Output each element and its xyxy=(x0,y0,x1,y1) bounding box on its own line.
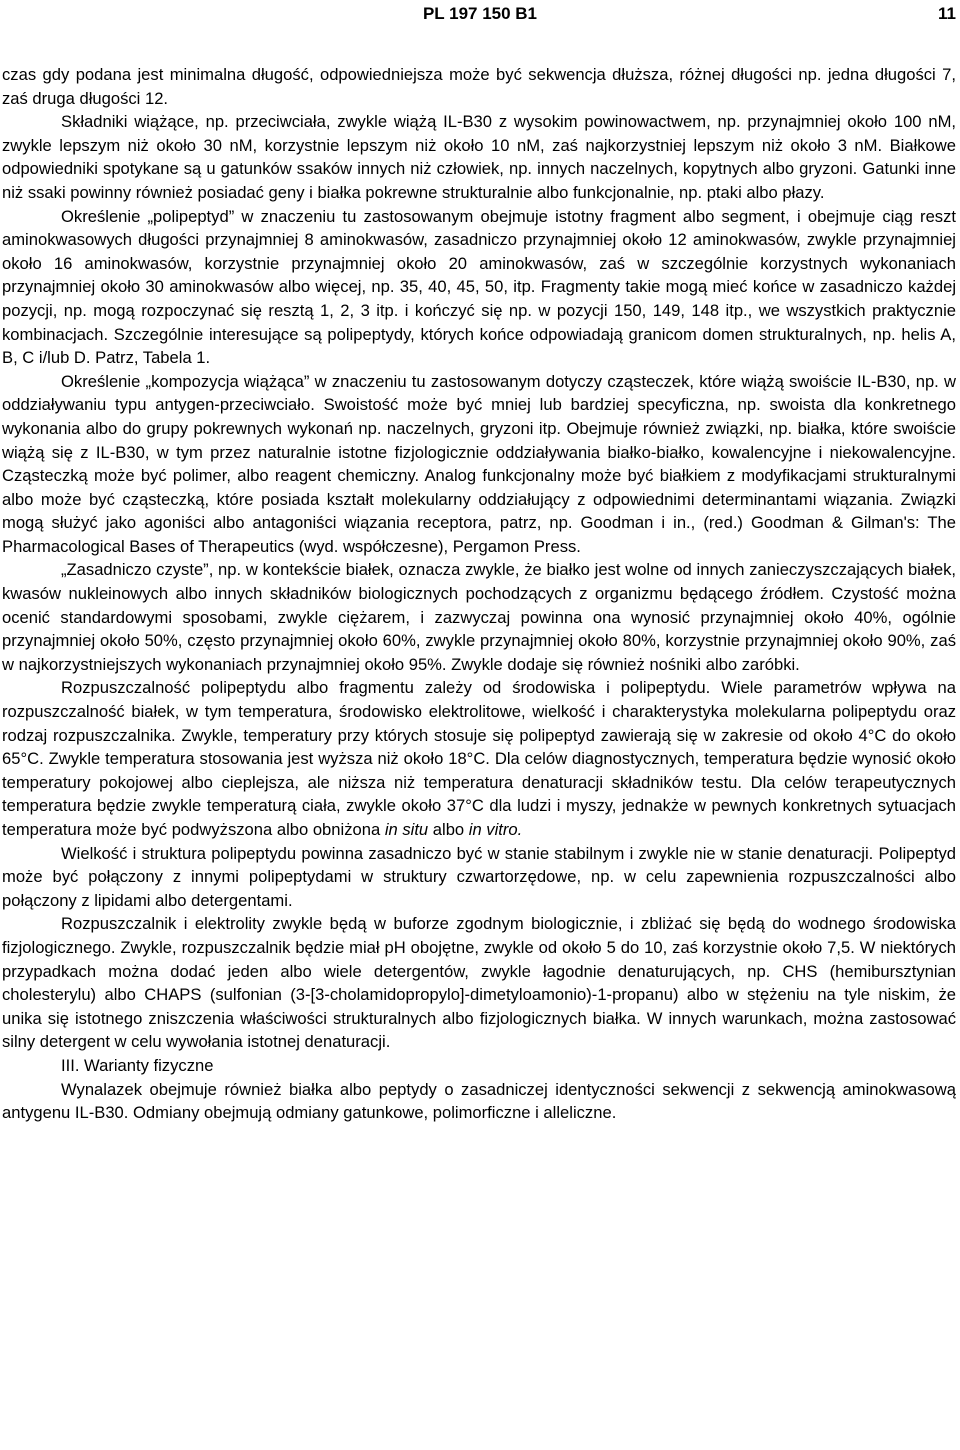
paragraph-rozpuszczalnosc-text: Rozpuszczalność polipeptydu albo fragmentu zależy od środowiska i polipeptydu. Wiele parametrów wpływa na rozpuszczalność białek, w tym temperatura, środowisko elektrolitowe, wielkość i charakterystyka molekularna polipeptydu oraz rodzaj rozpuszczalnika. Zwykle, temperatury przy których stosuje się polipeptyd zawierają się w zakresie od około 4°C do około 65°C. Zwykle temperatura stosowania jest wyższa niż około 18°C. Dla celów diagnostycznych, temperatura będzie wynosić około temperatury pokojowej albo cieplejsza, ale niższa niż temperatura denaturacji składników testu. Dla celów terapeutycznych temperatura będzie zwykle temperaturą ciała, zwykle około 37°C dla ludzi i myszy, jednakże w pewnych konkretnych sytuacjach temperatura może być podwyższona albo obniżona xyxy=(2,678,956,839)
connector-albo: albo xyxy=(428,820,469,839)
paragraph-zasadniczo-czyste: „Zasadniczo czyste”, np. w kontekście białek, oznacza zwykle, że białko jest wolne od innych zanieczyszczających białek, kwasów nukleinowych albo innych składników biologicznych pochodzących z organizmu będącego źródłem. Czystość można ocenić standardowymi sposobami, zwykle ciężarem, i zazwyczaj powinna ona wynosić przynajmniej około 40%, ogólnie przynajmniej około 50%, często przynajmniej około 60%, zwykle przynajmniej około 80%, korzystnie przynajmniej około 90%, zaś w najkorzystniejszych wykonaniach przynajmniej około 95%. Zwykle dodaje się również nośniki albo zaróbki. xyxy=(2,560,956,674)
italic-in-situ: in situ xyxy=(384,820,429,839)
paragraph-polipeptyd: Określenie „polipeptyd” w znaczeniu tu zastosowanym obejmuje istotny fragment albo segment, i obejmuje ciąg reszt aminokwasowych długości przynajmniej 8 aminokwasów, zasadniczo przynajmniej około 12 aminokwasów, zwykle przynajmniej około 16 aminokwasów, korzystnie przynajmniej około 20 aminokwasów, zaś w szczególnie korzystnych wykonaniach przynajmniej około 30 aminokwasów albo więcej, np. 35, 40, 45, 50, itp. Fragmenty takie mogą mieć końce w zasadniczo każdej pozycji, np. mogą rozpoczynać się resztą 1, 2, 3 itp. i kończyć się np. w pozycji 150, 149, 148 itp., we wszystkich praktycznie kombinacjach. Szczególnie interesujące są polipeptydy, których końce odpowiadają granicom domen strukturalnych, np. helis A, B, C i/lub D. Patrz, Tabela 1. xyxy=(2,206,956,368)
paragraph-rozpuszczalnik: Rozpuszczalnik i elektrolity zwykle będą w buforze zgodnym biologicznie, i zbliżać się będą do wodnego środowiska fizjologicznego. Zwykle, rozpuszczalnik będzie miał pH obojętne, zwykle od około 5 do 10, zaś korzystnie około 7,5. W niektórych przypadkach można dodać jeden albo wiele detergentów, zwykle łagodnie denaturujących, np. CHS (hemibursztynian cholesterylu) albo CHAPS (sulfonian (3-[3-cholamidopropylo]-dimetyloamonio)-1-propanu) albo w stężeniu na tyle niskim, że unika się istotnego zniszczenia właściwości strukturalnych albo fizjologicznych białka. W innych warunkach, można zastosować silny detergent w celu wywołania istotnej denaturacji. xyxy=(2,914,956,1052)
paragraph-1: czas gdy podana jest minimalna długość, odpowiedniejsza może być sekwencja dłuższa, różnej długości np. jedna długości 7, zaś druga długości 12. xyxy=(2,65,956,108)
section-heading: III. Warianty fizyczne xyxy=(61,1055,214,1075)
document-body xyxy=(2,63,956,1125)
paragraph-wynalazek: Wynalazek obejmuje również białka albo peptydy o zasadniczej identyczności sekwencji z sekwencją aminokwasową antygenu IL-B30. Odmiany obejmują odmiany gatunkowe, polimorficzne i alleliczne. xyxy=(2,1079,956,1123)
italic-in-vitro: in vitro. xyxy=(468,820,523,839)
page-header xyxy=(0,4,960,28)
document-number: PL 197 150 B1 xyxy=(422,4,538,23)
paragraph-kompozycja: Określenie „kompozycja wiążąca” w znaczeniu tu zastosowanym dotyczy cząsteczek, które wiążą swoiście IL-B30, np. w oddziaływaniu typu antygen-przeciwciało. Swoistość może być mniej lub bardziej specyficzna, np. swoista dla konkretnego wykonania albo do grupy pokrewnych wykonań np. naczelnych, gryzoni itp. Obejmuje również związki, np. białka, które swoiście wiążą się z IL-B30, w tym przez naturalnie istotne fizjologicznie oddziaływania białko-białko, kowalencyjne i niekowalencyjne. Cząsteczką może być polimer, albo reagent chemiczny. Analog funkcjonalny może być białkiem z modyfikacjami strukturalnymi albo może być cząsteczką, które posiada kształt molekularny oddziałujący z odpowiednimi determinantami wiązania. Związki mogą służyć jako agoniści albo antagoniści wiązania receptora, patrz, np. Goodman i in., (red.) Goodman & Gilman's: The Pharmacological Bases of Therapeutics (wyd. współczesne), Pergamon Press. xyxy=(2,371,956,556)
paragraph-2: Składniki wiążące, np. przeciwciała, zwykle wiążą IL-B30 z wysokim powinowactwem, np. przynajmniej około 100 nM, zwykle lepszym niż około 30 nM, korzystnie lepszym niż około 10 nM, zaś najkorzystniej lepszym niż około 3 nM. Białkowe odpowiedniki spotykane są u gatunków ssaków innych niż człowiek, np. innych naczelnych, kopytnych albo gryzoni. Gatunki inne niż ssaki powinny również posiadać geny i białka pokrewne strukturalnie albo funkcjonalnie, np. ptaki albo płazy. xyxy=(2,112,956,202)
paragraph-wielkosc: Wielkość i struktura polipeptydu powinna zasadniczo być w stanie stabilnym i zwykle nie w stanie denaturacji. Polipeptyd może być połączony z innymi polipeptydami w struktury czwartorzędowe, np. w celu zapewnienia rozpuszczalności albo połączony z lipidami albo detergentami. xyxy=(2,843,956,910)
page-number: 11 xyxy=(938,4,956,23)
paragraph-rozpuszczalnosc xyxy=(2,676,956,841)
